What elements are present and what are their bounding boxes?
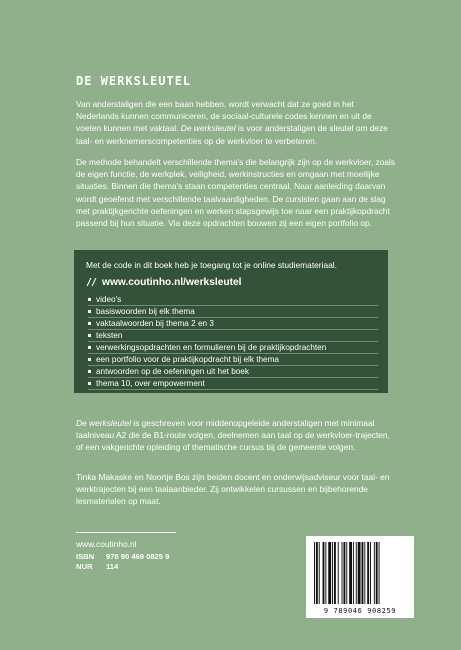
barcode-bar xyxy=(353,542,354,604)
barcode-bar xyxy=(325,542,326,604)
barcode-bar xyxy=(374,542,375,604)
isbn-label: ISBN xyxy=(76,552,95,561)
barcode-bar xyxy=(349,542,352,604)
list-item: teksten xyxy=(88,330,378,342)
barcode-bar xyxy=(316,542,318,604)
barcode-bar xyxy=(338,542,339,604)
method-paragraph: De methode behandelt verschillende thema's die belangrijk zijn op de werkvloer, zoals de eigen functie, de werkplek, veiligheid, werkinstructies en omgaan met moeilijke situaties. Binnen die thema's staan competenties centraal. Naar aanleiding daarvan wordt geoefend met verschillende taalvaardigheden. De cursisten gaan aan de slag met praktijkgerichte oefeningen en werken stapsgewijs toe naar een praktijkopdracht passend bij hun situatie. Via deze opdrachten bouwen zij een eigen portfolio op. xyxy=(76,157,396,229)
intro-text-end: is voor anderstaligen de sleutel om deze taal- en werknemerscompetenties op de werkvloer te verbeteren. xyxy=(76,123,388,146)
barcode-bar xyxy=(319,542,320,604)
barcode-bar xyxy=(364,542,365,604)
barcode-bar xyxy=(358,542,361,604)
nur-label: NUR xyxy=(76,562,93,571)
divider xyxy=(76,532,176,533)
list-item: vaktaalwoorden bij thema 2 en 3 xyxy=(88,318,378,330)
online-material-intro: Met de code in dit boek heb je toegang tot je online studiemateriaal. xyxy=(86,260,337,270)
barcode-bars xyxy=(312,542,408,604)
barcode-bar xyxy=(343,542,345,604)
barcode-bar xyxy=(342,542,343,604)
intro-paragraph xyxy=(76,98,396,147)
list-item: verwerkingsopdrachten en formulieren bij de praktijkopdrachten xyxy=(88,342,378,354)
nur-value: 114 xyxy=(106,562,119,571)
barcode xyxy=(306,536,414,618)
barcode-bar xyxy=(334,542,336,604)
isbn-value: 978 90 469 0825 9 xyxy=(106,552,170,561)
barcode-bar xyxy=(346,542,347,604)
publisher-website[interactable]: www.coutinho.nl xyxy=(76,539,137,549)
barcode-bar xyxy=(323,542,325,604)
book-title: DE WERKSLEUTEL xyxy=(76,74,192,88)
double-slash-icon: // xyxy=(86,277,97,288)
book-meta xyxy=(76,552,169,572)
list-item: video's xyxy=(88,294,378,306)
online-material-list xyxy=(88,294,378,390)
intro-title-italic: De werksleutel xyxy=(180,123,236,134)
list-item: een portfolio voor de praktijkopdracht bij elk thema xyxy=(88,354,378,366)
barcode-bar xyxy=(332,542,333,604)
isbn-row xyxy=(76,552,169,562)
authors-paragraph: Tinka Makaske en Noortje Bos zijn beiden docent en onderwijsadviseur voor taal- en werktrajecten bij een taalaanbieder. Zij ontwikkelen cursussen en bijbehorende lesmaterialen op maat. xyxy=(76,472,390,507)
barcode-bar xyxy=(379,542,380,604)
barcode-bar xyxy=(314,542,315,604)
online-material-box xyxy=(74,250,388,393)
barcode-bar xyxy=(356,542,357,604)
list-item: thema 10, over empowerment xyxy=(88,378,378,390)
barcode-bar xyxy=(362,542,364,604)
barcode-bar xyxy=(376,542,378,604)
barcode-bar xyxy=(367,542,369,604)
barcode-bar xyxy=(328,542,331,604)
intro-text: Van anderstaligen die een baan hebben, wordt verwacht dat ze goed in het Nederlands kunnen communiceren, de sociaal-culturele codes kennen en uit de voeten kunnen met vaktaal. xyxy=(76,99,372,134)
url-row xyxy=(86,277,241,288)
audience-text: is geschreven voor middenopgeleide anderstaligen met minimaal taalniveau A2 die de B1-route volgen, deelnemen aan taal op de werkvloer-trajecten, of een vakgerichte opleiding of thematische cursus bij de gemeente volgen. xyxy=(76,418,390,453)
barcode-number: 9 789046 908259 xyxy=(323,607,397,615)
barcode-bar xyxy=(370,542,371,604)
list-item: basiswoorden bij elk thema xyxy=(88,306,378,318)
nur-row xyxy=(76,562,169,572)
website-url[interactable]: www.coutinho.nl/werksleutel xyxy=(102,277,242,288)
audience-title-italic: De werksleutel xyxy=(76,418,131,428)
list-item: antwoorden op de oefeningen uit het boek xyxy=(88,366,378,378)
audience-paragraph xyxy=(76,417,396,454)
